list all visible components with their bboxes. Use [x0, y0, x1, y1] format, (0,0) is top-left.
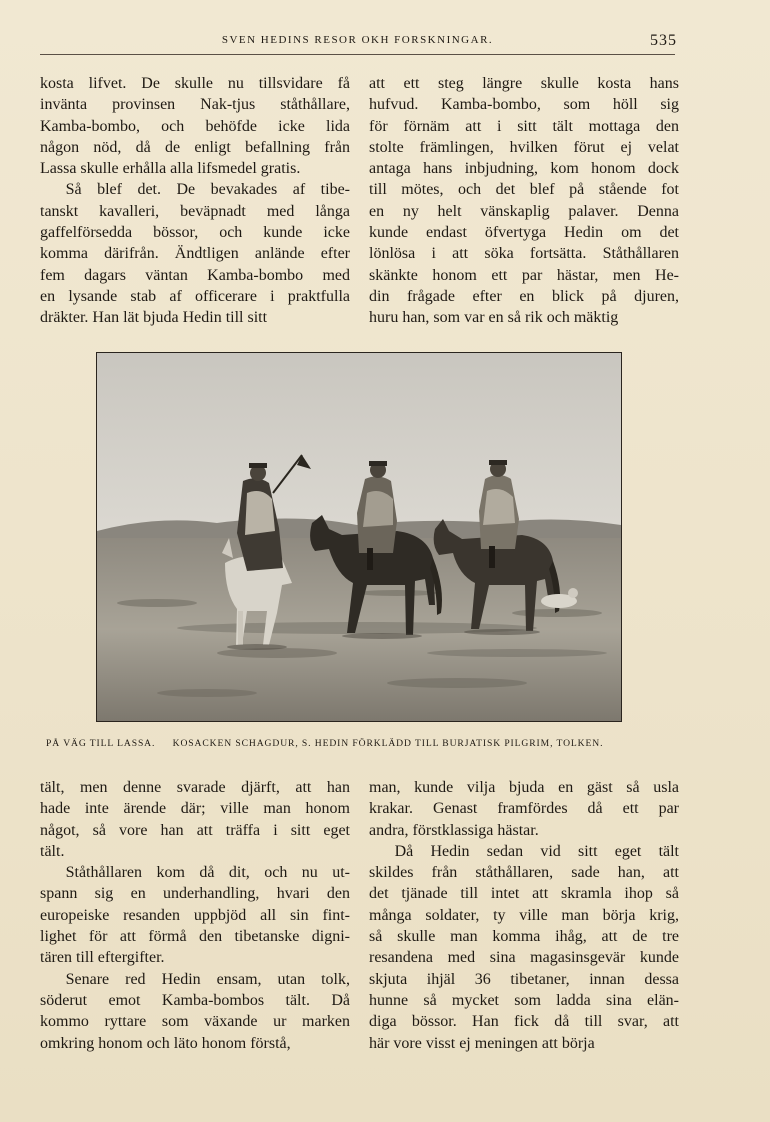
text-line: skänkte honom ett par hästar, men He- [369, 266, 679, 284]
text-line: en lysande stab af officerare i praktfulla [40, 287, 350, 305]
text-line: tären till eftergifter. [40, 949, 165, 967]
text-line: tanskt kavalleri, beväpnadt med långa [40, 202, 350, 220]
text-line: kunde endast öfvertyga Hedin om det [369, 224, 679, 242]
text-line: att ett steg längre skulle kosta hans [369, 75, 679, 92]
photo-caption [46, 738, 666, 749]
text-line: Lassa skulle erhålla alla lifsmedel gratis. [40, 160, 301, 178]
text-line: så skulle man komma ihåg, att de tre [369, 928, 679, 946]
running-title: SVEN HEDINS RESOR OKH FORSKNINGAR. [221, 34, 494, 46]
text-line: omkring honom och läto honom förstå, [40, 1034, 291, 1052]
text-line: hunne så mycket som ladda sina elän- [369, 991, 679, 1009]
text-line: någon nöd, då de enligt befallning från [40, 138, 350, 156]
text-line: Kamba-bombo, och behöfde icke lida [40, 117, 350, 135]
page-number: 535 [650, 32, 677, 49]
text-line: många soldater, ty ville man börja krig, [369, 906, 679, 924]
text-line: invänta provinsen Nak-tjus ståthållare, [40, 96, 350, 114]
text-line: kommo ryttare som växande ur marken [40, 1013, 350, 1031]
text-line: fem dagars väntan Kamba-bombo med [40, 266, 350, 284]
text-line: man, kunde vilja bjuda en gäst så usla [369, 779, 679, 796]
text-line: dräkter. Han lät bjuda Hedin till sitt [40, 309, 268, 327]
text-line: huru han, som var en så rik och mäktig [369, 309, 619, 327]
text-line: något, så vore han att träffa i sitt eget [40, 821, 350, 839]
text-line: kosta lifvet. De skulle nu tillsvidare få [40, 75, 350, 92]
text-line: skjuta ihjäl 36 tibetaner, innan dessa [369, 970, 679, 988]
caption-title: PÅ VÄG TILL LASSA. [46, 738, 156, 749]
text-line: europeiske resanden uppbjöd all sin fint- [40, 906, 350, 924]
text-line: till mötes, och det blef på stående fot [369, 181, 679, 199]
text-line: komma därifrån. Ändtligen anlände efter [40, 245, 350, 263]
text-line: Senare red Hedin ensam, utan tolk, [65, 970, 350, 988]
text-line: Då Hedin sedan vid sitt eget tält [394, 842, 679, 860]
text-line: resandena med sina magasinsgevär kunde [369, 949, 679, 967]
photograph-riders [96, 352, 622, 722]
text-line: diga bössor. Han fick då till svar, att [369, 1013, 679, 1031]
text-column-bottom-right [369, 777, 679, 1054]
text-column-top-left [40, 73, 350, 329]
text-line: gaffelförsedda bössor, och kunde icke [40, 224, 350, 242]
text-line: för förnäm att i sitt tält mottaga den [369, 117, 679, 135]
text-line: krakar. Genast framfördes då ett par [369, 800, 679, 818]
text-line: hade inte ärende där; ville man honom [40, 800, 350, 818]
text-line: tält, men denne svarade djärft, att han [40, 779, 350, 796]
text-line: här vore visst ej meningen att börja [369, 1034, 595, 1052]
text-line: det tjänade till intet att skramla ihop så [369, 885, 679, 903]
text-line: lönlösa i att söka fortsätta. Ståthållaren [369, 245, 679, 263]
text-line: Ståthållaren kom då dit, och nu ut- [65, 864, 350, 882]
text-column-bottom-left [40, 777, 350, 1054]
text-line: lighet för att förmå den tibetanske digni- [40, 928, 350, 946]
text-line: din frågade efter en blick på djuren, [369, 287, 679, 305]
text-line: stolte främlingen, hvilken förut ej velat [369, 138, 679, 156]
caption-description: KOSACKEN SCHAGDUR, S. HEDIN FÖRKLÄDD TILL BURJATISK PILGRIM, TOLKEN. [172, 738, 604, 749]
text-column-top-right [369, 73, 679, 329]
text-line: andra, förstklassiga hästar. [369, 821, 539, 839]
text-line: tält. [40, 842, 65, 860]
text-line: antaga hans inbjudning, kom honom dock [369, 160, 679, 178]
text-line: söderut emot Kamba-bombos tält. Då [40, 991, 350, 1009]
text-line: spann sig en underhandling, hvari den [40, 885, 350, 903]
page-header [40, 30, 675, 55]
text-line: en ny helt vänskaplig palaver. Denna [369, 202, 679, 220]
text-line: Så blef det. De bevakades af tibe- [65, 181, 350, 199]
text-line: skildes från ståthållaren, sade han, att [369, 864, 679, 882]
text-line: hufvud. Kamba-bombo, som höll sig [369, 96, 679, 114]
